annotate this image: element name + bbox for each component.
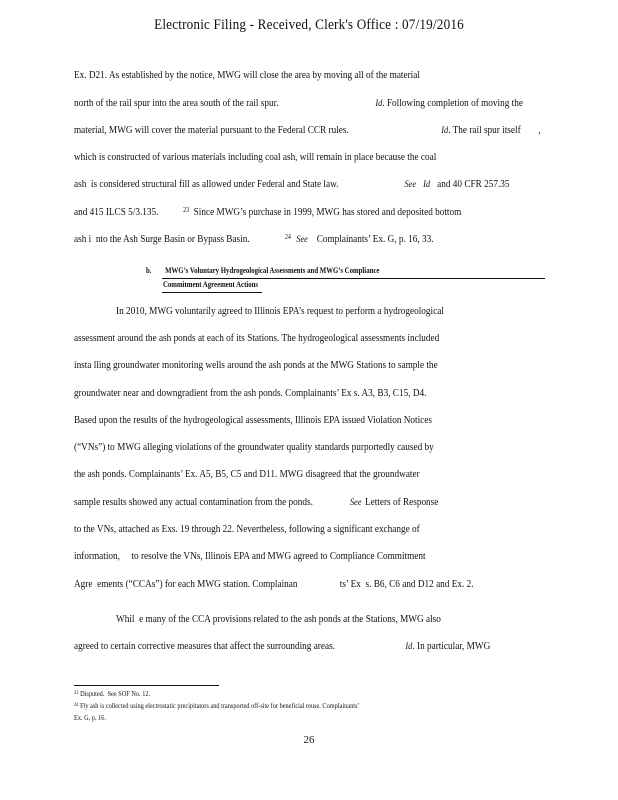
section-heading: b. MWG’s Voluntary Hydrogeological Assessments and MWG’s Compliance: [146, 266, 380, 275]
text-line: material, MWG will cover the material pursuant to the Federal CCR rules. Id. The rail spur itself ,: [74, 125, 541, 136]
text-line: information, to resolve the VNs, Illinois EPA and MWG agreed to Compliance Commitment: [74, 551, 426, 562]
text-line: groundwater near and downgradient from the ash ponds. Complainants’ Ex s. A3, B3, C15, D4.: [74, 388, 427, 399]
text-line: assessment around the ash ponds at each of its Stations. The hydrogeological assessments included: [74, 333, 440, 344]
text-line: ash is considered structural fill as allowed under Federal and State law. See Id and 40 CFR 257.35: [74, 179, 510, 190]
text-line: Agre ements (“CCAs”) for each MWG station. Complainan ts’ Ex s. B6, C6 and D12 and Ex. 2.: [74, 579, 474, 590]
text-line: ash i nto the Ash Surge Basin or Bypass Basin. $^{24}$ See Complainants’ Ex. G, p. 16, 33.: [74, 233, 434, 245]
page-number: 26: [303, 734, 315, 746]
text-line: Whil e many of the CCA provisions related to the ash ponds at the Stations, MWG also: [116, 614, 441, 625]
heading-underline: [162, 292, 262, 293]
text-line: to the VNs, attached as Exs. 19 through 22. Nevertheless, following a significant exchange of: [74, 524, 420, 535]
heading-underline: [162, 278, 545, 279]
text-line: north of the rail spur into the area south of the rail spur. Id. Following completion of moving the: [74, 98, 523, 109]
filing-header: Electronic Filing - Received, Clerk's Office : 07/19/2016: [154, 17, 464, 33]
text-line: (“VNs”) to MWG alleging violations of the groundwater quality standards purportedly caused by: [74, 442, 434, 453]
text-line: Ex. D21. As established by the notice, MWG will close the area by moving all of the material: [74, 70, 420, 81]
footnote-24: $^{24}$ Fly ash is collected using electrostatic precipitators and transported off-site for beneficial reuse. Complainants’: [74, 702, 360, 710]
footnote-separator: [74, 685, 219, 686]
section-heading-cont: Commitment Agreement Actions: [163, 280, 259, 289]
text-line: agreed to certain corrective measures that affect the surrounding areas. Id. In particular, MWG: [74, 641, 491, 652]
footnote-24-cont: Ex. G, p. 16.: [74, 714, 107, 722]
text-line: insta lling groundwater monitoring wells around the ash ponds at the MWG Stations to sample the: [74, 360, 438, 371]
footnote-23: $^{23}$ Disputed. See SOF No. 12.: [74, 690, 151, 698]
text-line: Based upon the results of the hydrogeological assessments, Illinois EPA issued Violation Notices: [74, 415, 432, 426]
text-line: and 415 ILCS 5/3.135. $^{23}$ Since MWG’s purchase in 1999, MWG has stored and deposited bottom: [74, 206, 462, 218]
text-line: the ash ponds. Complainants’ Ex. A5, B5, C5 and D11. MWG disagreed that the groundwater: [74, 469, 420, 480]
text-line: In 2010, MWG voluntarily agreed to Illinois EPA’s request to perform a hydrogeological: [116, 306, 444, 317]
text-line: which is constructed of various materials including coal ash, will remain in place because the coal: [74, 152, 437, 163]
text-line: sample results showed any actual contamination from the ponds. See Letters of Response: [74, 497, 439, 508]
